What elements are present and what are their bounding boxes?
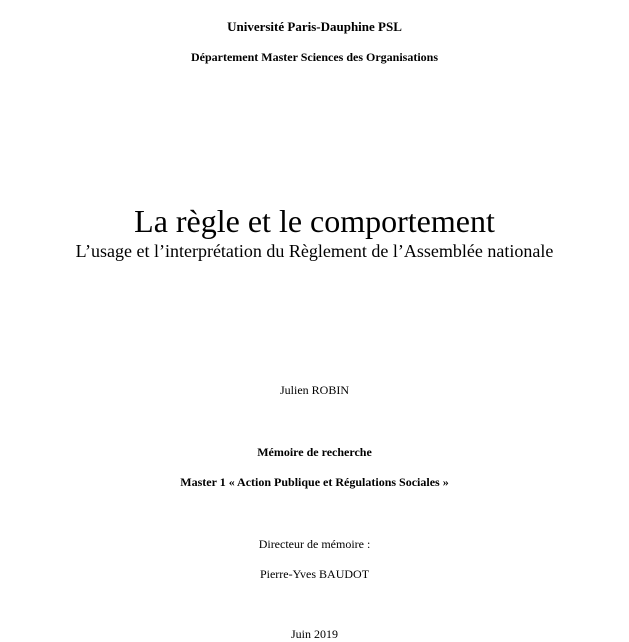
- supervisor-label: Directeur de mémoire :: [258, 537, 371, 551]
- program-name: Master 1 « Action Publique et Régulations Sociales »: [180, 475, 449, 489]
- document-subtitle: L’usage et l’interprétation du Règlement de l’Assemblée nationale: [75, 241, 554, 261]
- document-type: Mémoire de recherche: [257, 445, 372, 459]
- author-name: Julien ROBIN: [280, 383, 349, 397]
- document-date: Juin 2019: [290, 627, 338, 641]
- supervisor-name: Pierre-Yves BAUDOT: [259, 567, 370, 581]
- department-name: Département Master Sciences des Organisations: [190, 50, 439, 64]
- university-name: Université Paris-Dauphine PSL: [227, 19, 402, 34]
- document-title: La règle et le comportement: [134, 203, 495, 239]
